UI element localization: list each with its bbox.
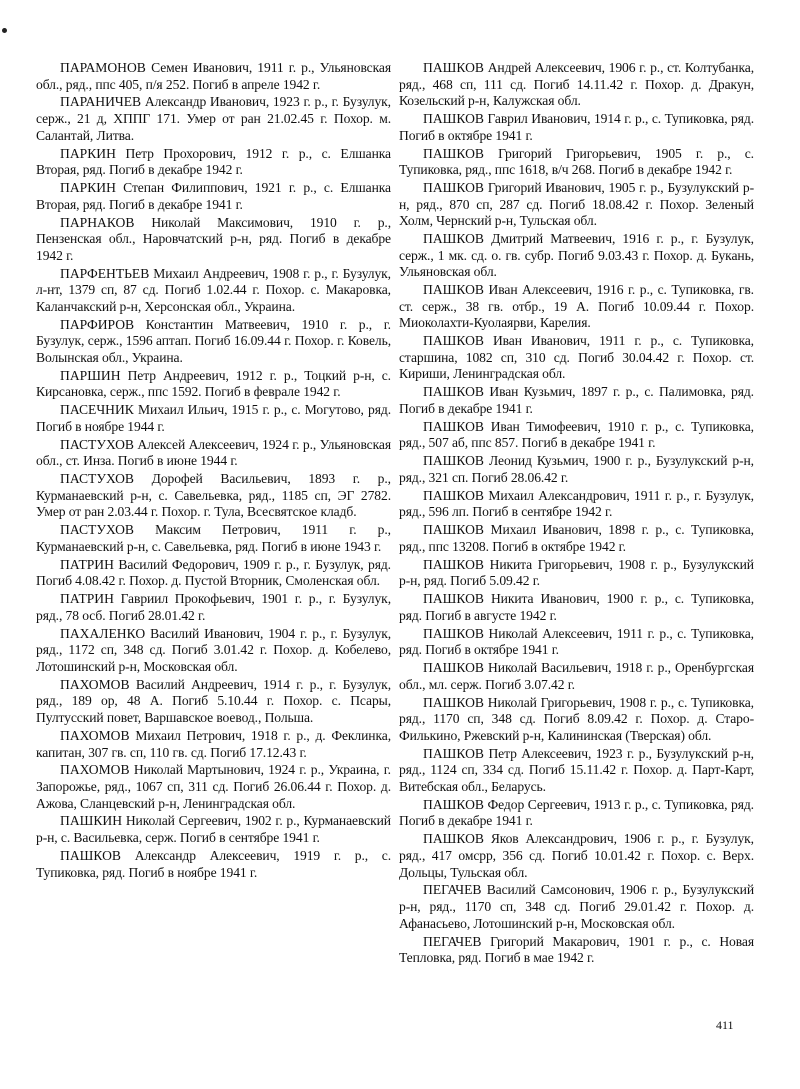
entry-details: Василий Федорович, 1909 г. р., г. Бузулук, ряд. Погиб 4.08.42 г. Похор. д. Пустой Вторник, Смоленская обл. [36,556,391,589]
entry-details: Семен Иванович, 1911 г. р., Ульяновская обл., ряд., ппс 405, п/я 252. Погиб в апреле 1942 г. [36,60,391,92]
entry-details: Иван Кузьмич, 1897 г. р., с. Палимовка, ряд. Погиб в декабре 1941 г. [399,384,754,416]
list-entry [36,626,391,676]
entry-surname: ПАРКИН [60,145,116,161]
entry-surname: ПАРФЕНТЬЕВ [60,265,150,281]
list-entry [399,146,754,179]
entry-surname: ПАШКОВ [423,145,484,161]
entry-details: Петр Андреевич, 1912 г. р., Тоцкий р-н, с. Кирсановка, серж., ппс 1592. Погиб в феврале 1942 г. [36,367,391,400]
list-entry [399,333,754,383]
entry-details: Николай Сергеевич, 1902 г. р., Курманаевский р-н, с. Васильевка, серж. Погиб в сентябре 1941 г. [36,813,391,846]
entry-details: Василий Иванович, 1904 г. р., г. Бузулук, ряд., 1172 сп, 348 сд. Погиб 3.01.42 г. Похор. д. Кобелево, Лотошинский р-н, Московская обл. [36,625,391,674]
entry-details: Петр Прохорович, 1912 г. р., с. Елшанка Вторая, ряд. Погиб в декабре 1942 г. [36,145,391,178]
entry-surname: ПАШКОВ [423,282,484,298]
entry-details: Николай Максимович, 1910 г. р., Пензенская обл., Наровчатский р-н, ряд. Погиб в декабре 1942 г. [36,214,391,263]
entry-surname: ПАШКОВ [423,694,484,710]
entry-surname: ПАШКОВ [423,487,484,503]
list-entry [399,231,754,281]
entry-details: Михаил Иванович, 1898 г. р., с. Тупиковка, ряд., ппс 13208. Погиб в октябре 1942 г. [399,522,754,554]
list-entry [36,437,391,470]
list-entry [36,557,391,590]
entry-surname: ПАШКОВ [423,453,484,469]
list-entry [399,746,754,796]
entry-surname: ПЕГАЧЕВ [423,933,482,949]
list-entry [36,60,391,93]
entry-details: Федор Сергеевич, 1913 г. р., с. Тупиковка, ряд. Погиб в декабре 1941 г. [399,796,754,829]
list-entry [399,60,754,110]
entry-surname: ПАШКОВ [60,847,121,863]
list-entry [399,660,754,693]
list-entry [36,591,391,624]
entry-surname: ПАШКОВ [423,231,484,247]
entry-surname: ПАШКОВ [423,384,484,400]
list-entry [399,453,754,486]
entry-details: Василий Андреевич, 1914 г. р., г. Бузулук, ряд., 189 ор, 48 А. Погиб 5.10.44 г. Похор. с. Псары, Пултусский повет, Варшавское воевод., Польша. [36,676,391,726]
entry-details: Александр Алексеевич, 1919 г. р., с. Тупиковка, ряд. Погиб в ноябре 1941 г. [36,847,391,880]
entry-details: Степан Филиппович, 1921 г. р., с. Елшанка Вторая, ряд. Погиб в декабре 1941 г. [36,180,391,212]
entry-details: Максим Петрович, 1911 г. р., Курманаевский р-н, с. Савельевка, ряд. Погиб в июне 1943 г. [36,522,391,554]
left-column [36,60,391,882]
list-entry [36,522,391,555]
entry-surname: ПАШКОВ [423,796,484,812]
entry-surname: ПАСТУХОВ [60,522,134,538]
entry-surname: ПАРКИН [60,180,116,196]
list-entry [399,522,754,555]
entry-surname: ПАШКОВ [423,745,484,761]
entry-details: Гаврил Иванович, 1914 г. р., с. Тупиковка, ряд. Погиб в октябре 1941 г. [399,111,754,143]
list-entry [36,677,391,727]
page-number: 411 [716,1018,734,1032]
entry-surname: ПАШКОВ [423,660,484,676]
entry-details: Николай Мартынович, 1924 г. р., Украина, г. Запорожье, ряд., 1067 сп, 311 сд. Погиб 26.06.44 г. Похор. д. Ажова, Сланцевский р-н, Ленинградская обл. [36,762,391,811]
entry-details: Григорий Иванович, 1905 г. р., Бузулукский р-н, ряд., 870 сп, 287 сд. Погиб 18.08.42 г. Похор. Зеленый Холм, Чернский р-н, Тульская обл. [399,180,754,229]
entry-surname: ПАШКОВ [423,556,484,572]
entry-details: Леонид Кузьмич, 1900 г. р., Бузулукский р-н, ряд., 321 сп. Погиб 28.06.42 г. [399,453,754,485]
list-entry [399,591,754,624]
entry-surname: ПАШКОВ [423,591,484,607]
entry-surname: ПАСТУХОВ [60,471,134,487]
list-entry [36,368,391,401]
entry-details: Михаил Александрович, 1911 г. р., г. Бузулук, ряд., 596 лп. Погиб в сентябре 1942 г. [399,487,754,520]
entry-details: Михаил Петрович, 1918 г. р., д. Феклинка, капитан, 307 гв. сп, 110 гв. сд. Погиб 17.12.43 г. [36,727,391,760]
list-entry [399,419,754,452]
list-entry [399,797,754,830]
list-entry [36,813,391,846]
list-entry [399,934,754,967]
entry-surname: ПАХОМОВ [60,762,130,778]
entry-surname: ПАШКОВ [423,60,484,75]
entry-surname: ПАХАЛЕНКО [60,625,146,641]
entry-details: Никита Григорьевич, 1908 г. р., Бузулукский р-н, ряд. Погиб 5.09.42 г. [399,556,754,589]
list-entry [36,471,391,521]
entry-details: Иван Алексеевич, 1916 г. р., с. Тупиковка, гв. ст. серж., 38 гв. отбр., 19 А. Погиб 10.09.44 г. Похор. Миоколахти-Куолаярви, Карелия. [399,282,754,331]
entry-details: Яков Александрович, 1906 г. р., г. Бузулук, ряд., 417 омсрр, 356 сд. Погиб 10.01.42 г. Похор. с. Верх. Дольцы, Тульская обл. [399,831,754,880]
entry-surname: ПАСЕЧНИК [60,402,134,418]
list-entry [399,488,754,521]
entry-surname: ПАРАМОНОВ [60,60,146,75]
list-entry [36,146,391,179]
list-entry [399,626,754,659]
list-entry [36,215,391,265]
entry-details: Григорий Григорьевич, 1905 г. р., с. Тупиковка, ряд., ппс 1618, в/ч 268. Погиб в декабре 1942 г. [399,145,754,178]
entry-surname: ПЕГАЧЕВ [423,882,482,898]
right-column [399,60,754,968]
list-entry [399,180,754,230]
entry-details: Петр Алексеевич, 1923 г. р., Бузулукский р-н, ряд., 1124 сп, 334 сд. Погиб 15.11.42 г. Похор. д. Парт-Карт, Витебская обл., Беларусь. [399,745,754,794]
entry-surname: ПАШКИН [60,813,123,829]
entry-details: Николай Васильевич, 1918 г. р., Оренбургская обл., мл. серж. Погиб 3.07.42 г. [399,660,754,692]
list-entry [36,180,391,213]
list-entry [399,557,754,590]
list-entry [36,317,391,367]
entry-surname: ПАТРИН [60,556,114,572]
list-entry [36,402,391,435]
entry-surname: ПАРШИН [60,367,121,383]
entry-surname: ПАШКОВ [423,333,484,349]
entry-details: Александр Иванович, 1923 г. р., г. Бузулук, серж., 21 д, ХППГ 171. Умер от ран 21.02.45 г. Похор. м. Салантай, Литва. [36,94,391,143]
entry-surname: ПАШКОВ [423,111,484,127]
corner-dot [2,28,7,33]
list-entry [399,831,754,881]
entry-details: Константин Матвеевич, 1910 г. р., г. Бузулук, серж., 1596 аптап. Погиб 16.09.44 г. Похор. г. Ковель, Волынская обл., Украина. [36,316,391,365]
entry-surname: ПАШКОВ [423,180,484,196]
entry-details: Иван Тимофеевич, 1910 г. р., с. Тупиковка, ряд., 507 аб, ппс 857. Погиб в декабре 1941 г. [399,418,754,451]
entry-surname: ПАХОМОВ [60,727,130,743]
entry-surname: ПАРАНИЧЕВ [60,94,142,110]
entry-details: Григорий Макарович, 1901 г. р., с. Новая Тепловка, ряд. Погиб в мае 1942 г. [399,933,754,966]
entry-surname: ПАСТУХОВ [60,436,134,452]
entry-surname: ПАШКОВ [423,831,484,847]
entry-surname: ПАРФИРОВ [60,316,135,332]
list-entry [399,384,754,417]
entry-details: Николай Алексеевич, 1911 г. р., с. Тупиковка, ряд. Погиб в октябре 1941 г. [399,625,754,658]
entry-details: Николай Григорьевич, 1908 г. р., с. Тупиковка, ряд., 1170 сп, 348 сд. Погиб 8.09.42 г. Похор. д. Старо-Филькино, Ржевский р-н, Калининская (Тверская) обл. [399,694,754,743]
entry-surname: ПАШКОВ [423,522,484,538]
list-entry [36,266,391,316]
entry-surname: ПАРНАКОВ [60,214,135,230]
entry-surname: ПАШКОВ [423,625,484,641]
list-entry [36,762,391,812]
entry-details: Гавриил Прокофьевич, 1901 г. р., г. Бузулук, ряд., 78 осб. Погиб 28.01.42 г. [36,591,391,623]
list-entry [399,282,754,332]
entry-details: Василий Самсонович, 1906 г. р., Бузулукский р-н, ряд., 1170 сп, 348 сд. Погиб 29.01.42 г. Похор. д. Афанасьево, Лотошинский р-н, Московская обл. [399,882,754,931]
entry-details: Никита Иванович, 1900 г. р., с. Тупиковка, ряд. Погиб в августе 1942 г. [399,591,754,623]
entry-details: Михаил Андреевич, 1908 г. р., г. Бузулук, л-нт, 1379 сп, 87 сд. Погиб 1.02.44 г. Похор. с. Макаровка, Каланчакский р-н, Херсонская обл., Украина. [36,265,391,314]
entry-details: Дмитрий Матвеевич, 1916 г. р., г. Бузулук, серж., 1 мк. сд. о. гв. субр. Погиб 9.03.43 г. Похор. д. Букань, Ульяновская обл. [399,231,754,280]
entry-surname: ПАХОМОВ [60,676,130,692]
entry-details: Андрей Алексеевич, 1906 г. р., ст. Колтубанка, ряд., 468 сп, 111 сд. Погиб 14.11.42 г. Похор. д. Дракун, Козельский р-н, Калужская обл. [399,60,754,109]
list-entry [36,94,391,144]
entry-surname: ПАШКОВ [423,418,484,434]
list-entry [36,728,391,761]
entry-details: Дорофей Васильевич, 1893 г. р., Курманаевский р-н, с. Савельевка, ряд., 1185 сп, ЭГ 2782. Умер от ран 2.03.44 г. Похор. г. Тула, Всесвятское кладб. [36,471,391,520]
list-entry [399,111,754,144]
entry-details: Михаил Ильич, 1915 г. р., с. Могутово, ряд. Погиб в ноябре 1944 г. [36,402,391,434]
entry-surname: ПАТРИН [60,591,114,607]
entry-details: Алексей Алексеевич, 1924 г. р., Ульяновская обл., ст. Инза. Погиб в июне 1944 г. [36,436,391,469]
entry-details: Иван Иванович, 1911 г. р., с. Тупиковка, старшина, 1082 сп, 310 сд. Погиб 30.04.42 г. Похор. ст. Кириши, Ленинградская обл. [399,333,754,382]
list-entry [399,695,754,745]
list-entry [36,848,391,881]
list-entry [399,882,754,932]
